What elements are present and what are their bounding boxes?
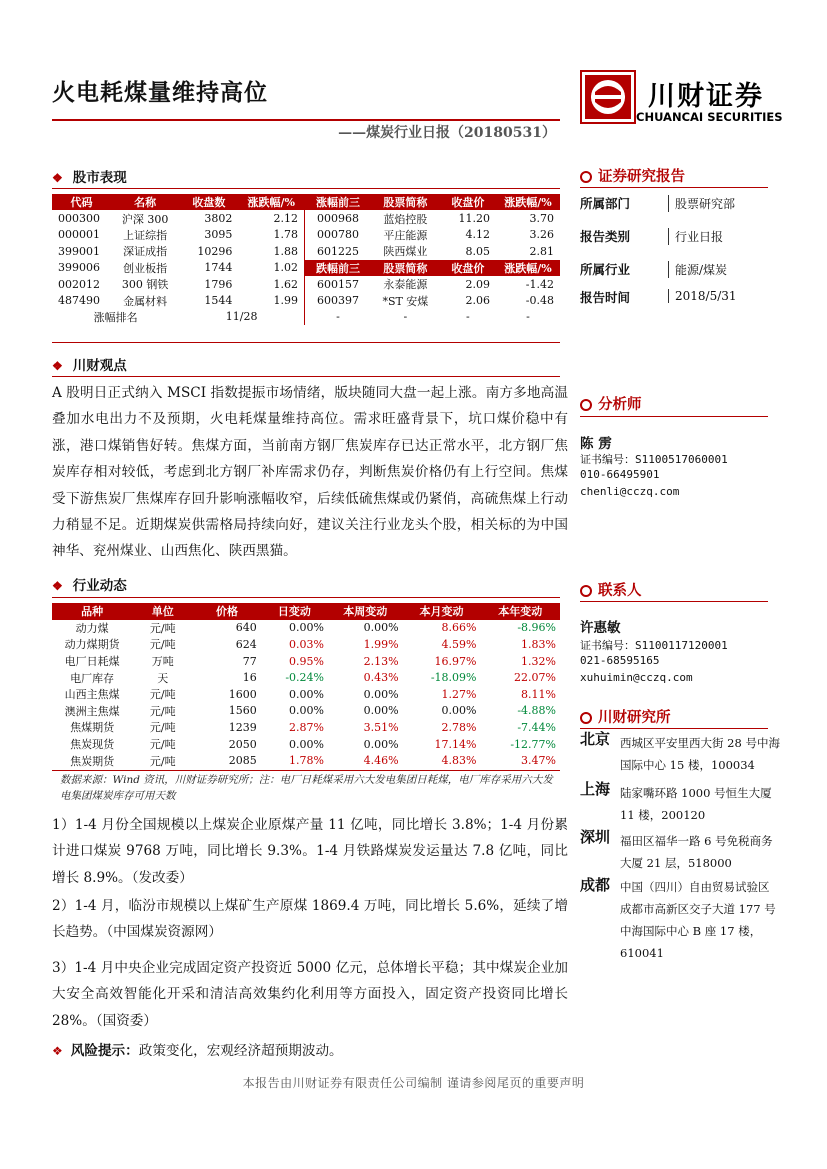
table-cell: *ST 安煤 — [382, 294, 429, 308]
table-cell: 0.00% — [289, 687, 324, 701]
table-row — [52, 309, 560, 325]
table-cell: 4.59% — [441, 637, 477, 651]
table-cell: 0.43% — [363, 671, 399, 685]
news-item-3: 3）1-4 月中央企业完成固定资产投资近 5000 亿元，总体增长平稳；其中煤炭企业加大安全高效智能化开采和清洁高效集约化利用等方面投入，固定资产投资同比增长 28%。（国资委） — [52, 960, 568, 1029]
contact-email[interactable]: xuhuimin@cczq.com — [580, 671, 693, 684]
table-header-cell: 本月变动 — [403, 603, 481, 620]
meta-row — [580, 227, 770, 260]
view-paragraph: A 股明日正式纳入 MSCI 指数提振市场情绪，版块随同大盘一起上涨。南方多地高温叠加水电出力不及预期，火电耗煤量维持高位。需求旺盛背景下，坑口煤价稳中有涨，港口煤销售好转。焦煤方面，当前南方钢厂焦炭库存已达正常水平，北方钢厂焦炭库存相对较低，考虑到北方钢厂补库需求仍存，判断焦炭价格仍有上行空间。焦煤受下游焦炭厂焦煤库存回升影响涨幅收窄，后续低硫焦煤或仍紧俏，高硫焦煤上行动力稍显不足。近期煤炭供需格局持续向好，建议关注行业龙头个股，相关标的为中国神华、兖州煤业、山西焦化、陕西黑猫。 — [52, 385, 568, 560]
table-cell: -1.42 — [525, 277, 554, 291]
table-row — [52, 686, 560, 703]
rank-value: 11/28 — [225, 310, 258, 324]
table-cell: 17.14% — [434, 737, 477, 751]
table-cell: -8.96% — [517, 621, 556, 635]
risk-text: 政策变化，宏观经济超预期波动。 — [138, 1043, 343, 1059]
table-row — [52, 227, 560, 243]
table-cell: 平庄能源 — [383, 228, 428, 242]
office-city: 深圳 — [580, 828, 611, 846]
table-cell: 天 — [157, 671, 169, 685]
table-cell: 2.09 — [465, 277, 491, 291]
table-row — [52, 703, 560, 720]
table-cell: 3802 — [204, 212, 233, 226]
table-cell: 元/吨 — [149, 638, 176, 652]
table-cell: 640 — [235, 621, 257, 635]
table-cell: 1.62 — [273, 277, 298, 291]
table-cell: 动力煤期货 — [64, 638, 120, 652]
table-cell: 8.66% — [441, 621, 477, 635]
analyst-cert: 证书编号：S1100517060001 — [580, 453, 728, 466]
table-header-cell: 涨跌幅/% — [496, 194, 560, 210]
table-cell: 1.83% — [521, 637, 556, 651]
table-row — [52, 210, 560, 226]
table-cell: 1.78% — [289, 754, 324, 768]
table-header-cell: 收盘数 — [179, 194, 238, 210]
table-cell: 11.20 — [458, 212, 491, 226]
section-industry-heading: ❖ 行业动态 — [52, 578, 127, 594]
table-cell: -0.24% — [285, 671, 324, 685]
table-cell: 77 — [242, 654, 257, 668]
section-rule — [580, 416, 768, 417]
table-cell: 1796 — [204, 277, 233, 291]
table-cell: 0.00% — [363, 621, 399, 635]
sidebar-institute-heading: 川财研究所 — [580, 706, 671, 727]
table-row — [52, 292, 560, 308]
table-cell: 3.26 — [529, 228, 554, 242]
table-cell: 深证成指 — [123, 245, 168, 259]
table-cell: 电厂库存 — [70, 671, 115, 685]
table-cell: 399006 — [58, 261, 100, 275]
section-rule — [52, 342, 560, 343]
table-cell: 600397 — [304, 292, 371, 308]
meta-key: 报告时间 — [580, 290, 631, 305]
table-cell: -18.09% — [430, 671, 477, 685]
table-header-cell: 涨跌幅/% — [238, 194, 304, 210]
table-cell: 8.11% — [521, 687, 556, 701]
contact-name: 许惠敏 — [580, 620, 621, 636]
table-cell: 蓝焰控股 — [383, 212, 428, 226]
table-cell: 2.06 — [465, 294, 491, 308]
table-cell: 动力煤 — [75, 621, 109, 635]
table-cell: 陕西煤业 — [383, 245, 428, 259]
table-cell: -0.48 — [525, 294, 554, 308]
table-cell: 元/吨 — [149, 688, 176, 702]
meta-key: 报告类别 — [580, 229, 631, 244]
office-address: 中国（四川）自由贸易试验区成都市高新区交子大道 177 号中海国际中心 B 座 17 楼，610041 — [620, 880, 776, 960]
table-cell: 3.47% — [521, 754, 556, 768]
section-rule — [580, 601, 768, 602]
table-header-row — [52, 194, 560, 210]
table-cell: 2.78% — [441, 720, 477, 734]
analyst-email[interactable]: chenli@cczq.com — [580, 485, 680, 498]
circle-bullet-icon — [580, 712, 592, 724]
diamond-bullet-icon: ❖ — [52, 171, 63, 185]
table-cell: 4.46% — [363, 754, 399, 768]
table-cell: 1.99 — [273, 294, 298, 308]
contact-phone: 021-68595165 — [580, 654, 660, 667]
office-city: 上海 — [580, 780, 611, 798]
table-cell: 1.02 — [273, 261, 298, 275]
table-cell: 10296 — [197, 244, 233, 258]
sidebar-analyst-heading: 分析师 — [580, 393, 642, 414]
contact-cert: 证书编号：S1100117120001 — [580, 639, 728, 652]
circle-bullet-icon — [580, 171, 592, 183]
sidebar-contact-heading: 联系人 — [580, 579, 642, 600]
table-row — [52, 636, 560, 653]
table-row — [52, 243, 560, 259]
table-cell: -7.44% — [517, 720, 556, 734]
table-cell: - — [466, 310, 470, 324]
table-header-row — [52, 603, 560, 620]
table-header-cell: 股票简称 — [371, 260, 440, 276]
table-row — [52, 260, 560, 276]
industry-table — [52, 603, 560, 769]
table-cell: 2.81 — [529, 244, 554, 258]
table-cell: 487490 — [58, 294, 100, 308]
table-header-cell: 涨跌幅/% — [496, 260, 560, 276]
footer-disclaimer: 本报告由川财证券有限责任公司编制 谨请参阅尾页的重要声明 — [242, 1076, 585, 1090]
table-cell: 0.00% — [441, 704, 477, 718]
table-cell: 2085 — [228, 754, 257, 768]
table-cell: 创业板指 — [123, 261, 168, 275]
table-cell: 0.00% — [363, 704, 399, 718]
table-cell: 000300 — [58, 212, 100, 226]
meta-value: 2018/5/31 — [668, 289, 737, 303]
office-address: 西城区平安里西大街 28 号中海国际中心 15 楼，100034 — [620, 736, 780, 772]
circle-bullet-icon — [580, 585, 592, 597]
table-cell: 1744 — [204, 261, 233, 275]
office-city: 成都 — [580, 876, 611, 894]
table-cell: 1.99% — [363, 637, 399, 651]
analyst-phone: 010-66495901 — [580, 468, 660, 481]
table-cell: 16.97% — [434, 654, 477, 668]
office-address: 福田区福华一路 6 号免税商务大厦 21 层，518000 — [620, 834, 773, 870]
table-cell: 22.07% — [514, 671, 556, 685]
market-table — [52, 194, 560, 325]
table-row — [52, 669, 560, 686]
report-subtitle: ——煤炭行业日报（20180531） — [338, 125, 556, 141]
table-cell: 601225 — [304, 243, 371, 259]
table-cell: 0.00% — [363, 737, 399, 751]
news-item-1: 1）1-4 月份全国规模以上煤炭企业原煤产量 11 亿吨，同比增长 3.8%；1-4 月份累计进口煤炭 9768 万吨，同比增长 9.3%。1-4 月铁路煤炭发运量达 7.8 亿吨，同比增长 8.9%。（发改委） — [52, 817, 568, 886]
table-cell: 16 — [242, 671, 257, 685]
brand-name: 川财证券 — [648, 81, 764, 112]
table-cell: 1.88 — [273, 244, 298, 258]
circle-bullet-icon — [580, 399, 592, 411]
table-cell: -12.77% — [510, 737, 556, 751]
table-row — [52, 736, 560, 753]
table-cell: 1600 — [228, 687, 257, 701]
report-meta — [580, 194, 770, 316]
table-cell: 山西主焦煤 — [64, 688, 120, 702]
table-cell: 000001 — [58, 228, 100, 242]
table-cell: - — [403, 310, 408, 324]
table-cell: 1560 — [228, 704, 257, 718]
table-row — [52, 752, 560, 769]
meta-key: 所属行业 — [580, 262, 631, 277]
table-cell: 0.00% — [363, 687, 399, 701]
table-cell: 电厂日耗煤 — [64, 655, 120, 669]
table-cell: 2.87% — [289, 720, 324, 734]
table-header-cell: 收盘价 — [440, 260, 496, 276]
table-cell: 沪深 300 — [121, 212, 169, 226]
table-cell: - — [304, 309, 371, 325]
sidebar-report-heading: 证券研究报告 — [580, 165, 685, 186]
table-row — [52, 719, 560, 736]
table-cell: 0.03% — [289, 637, 324, 651]
table-header-cell: 价格 — [193, 603, 261, 620]
table-header-cell: 跌幅前三 — [304, 260, 371, 276]
table-cell: 元/吨 — [149, 621, 176, 635]
table-cell: 焦炭现货 — [70, 738, 115, 752]
industry-table-wrap — [52, 603, 560, 769]
table-cell: 焦炭期货 — [70, 754, 115, 768]
analyst-name: 陈 雳 — [580, 436, 612, 452]
news-item-2: 2）1-4 月，临汾市规模以上煤矿生产原煤 1869.4 万吨，同比增长 5.6%，延续了增长趋势。（中国煤炭资源网） — [52, 898, 568, 941]
title-rule — [52, 119, 560, 121]
table-cell: 4.83% — [441, 754, 477, 768]
section-rule — [52, 770, 560, 771]
table-cell: 2.12 — [273, 212, 298, 226]
table-cell: 金属材料 — [123, 294, 168, 308]
meta-key: 所属部门 — [580, 196, 631, 211]
table-cell: 000780 — [304, 227, 371, 243]
section-rule — [52, 188, 560, 189]
table-cell: 2050 — [228, 737, 257, 751]
table-header-cell: 股票简称 — [371, 194, 440, 210]
section-market-heading: ❖ 股市表现 — [52, 170, 127, 186]
chuancai-logo-icon — [580, 70, 636, 124]
table-cell: 600157 — [304, 276, 371, 292]
table-cell: 399001 — [58, 244, 100, 258]
table-cell: 元/吨 — [149, 704, 176, 718]
risk-note — [52, 1039, 343, 1059]
risk-label: 风险提示： — [70, 1043, 139, 1059]
diamond-bullet-icon: ❖ — [52, 1044, 63, 1058]
rank-label: 涨幅排名 — [93, 310, 138, 324]
table-row — [52, 653, 560, 670]
table-cell: 002012 — [58, 277, 100, 291]
table-cell: 1544 — [204, 294, 233, 308]
table-cell: 万吨 — [151, 655, 174, 669]
table-header-cell: 品种 — [52, 603, 132, 620]
brand-english: CHUANCAI SECURITIES — [636, 110, 783, 124]
table-cell: 4.12 — [465, 228, 491, 242]
section-rule — [52, 597, 560, 598]
table-cell: 0.00% — [289, 737, 324, 751]
table-cell: 元/吨 — [149, 721, 176, 735]
table-cell: 300 钢铁 — [121, 278, 169, 292]
market-table-wrap — [52, 194, 560, 325]
meta-row — [580, 194, 770, 227]
table-header-cell: 日变动 — [261, 603, 328, 620]
table-cell: 0.00% — [289, 621, 324, 635]
diamond-bullet-icon: ❖ — [52, 359, 63, 373]
table-cell: 1.78 — [273, 228, 298, 242]
meta-value: 股票研究部 — [668, 195, 735, 212]
table-cell: 3095 — [204, 228, 233, 242]
table-cell: 3.51% — [363, 720, 399, 734]
source-note: 数据来源：Wind 资讯，川财证券研究所；注：电厂日耗煤采用六大发电集团日耗煤，电厂库存采用六大发电集团煤炭库存可用天数 — [60, 774, 553, 802]
table-cell: 元/吨 — [149, 754, 176, 768]
table-cell: 0.00% — [289, 704, 324, 718]
table-cell: 2.13% — [363, 654, 399, 668]
table-cell: - — [526, 310, 530, 324]
table-cell: 000968 — [304, 210, 371, 226]
table-cell: 1239 — [228, 720, 257, 734]
table-cell: -4.88% — [517, 704, 556, 718]
table-cell: 8.05 — [465, 244, 491, 258]
table-header-cell: 本年变动 — [480, 603, 560, 620]
meta-row — [580, 288, 770, 316]
table-cell: 元/吨 — [149, 738, 176, 752]
section-view-heading: ❖ 川财观点 — [52, 358, 127, 374]
diamond-bullet-icon: ❖ — [52, 579, 63, 593]
table-header-cell: 收盘价 — [440, 194, 496, 210]
meta-value: 能源/煤炭 — [668, 261, 727, 278]
table-row — [52, 276, 560, 292]
table-row — [52, 620, 560, 637]
meta-value: 行业日报 — [668, 228, 723, 245]
table-cell: 1.27% — [441, 687, 477, 701]
table-header-cell: 名称 — [111, 194, 179, 210]
table-header-cell: 涨幅前三 — [304, 194, 371, 210]
table-cell: 永泰能源 — [383, 278, 428, 292]
table-cell: 624 — [235, 637, 257, 651]
table-cell: 上证综指 — [123, 228, 168, 242]
table-header-cell: 本周变动 — [328, 603, 403, 620]
meta-row — [580, 260, 770, 288]
section-rule — [580, 187, 768, 188]
table-cell: 澳洲主焦煤 — [64, 704, 120, 718]
office-city: 北京 — [580, 730, 611, 748]
table-cell: 3.70 — [529, 212, 554, 226]
table-cell: 0.95% — [289, 654, 324, 668]
office-address: 陆家嘴环路 1000 号恒生大厦 11 楼，200120 — [620, 786, 772, 822]
table-cell: 1.32% — [521, 654, 556, 668]
section-rule — [52, 376, 560, 377]
page-title: 火电耗煤量维持高位 — [52, 79, 268, 106]
table-header-cell: 代码 — [52, 194, 111, 210]
table-header-cell: 单位 — [132, 603, 193, 620]
table-cell: 焦煤期货 — [70, 721, 115, 735]
